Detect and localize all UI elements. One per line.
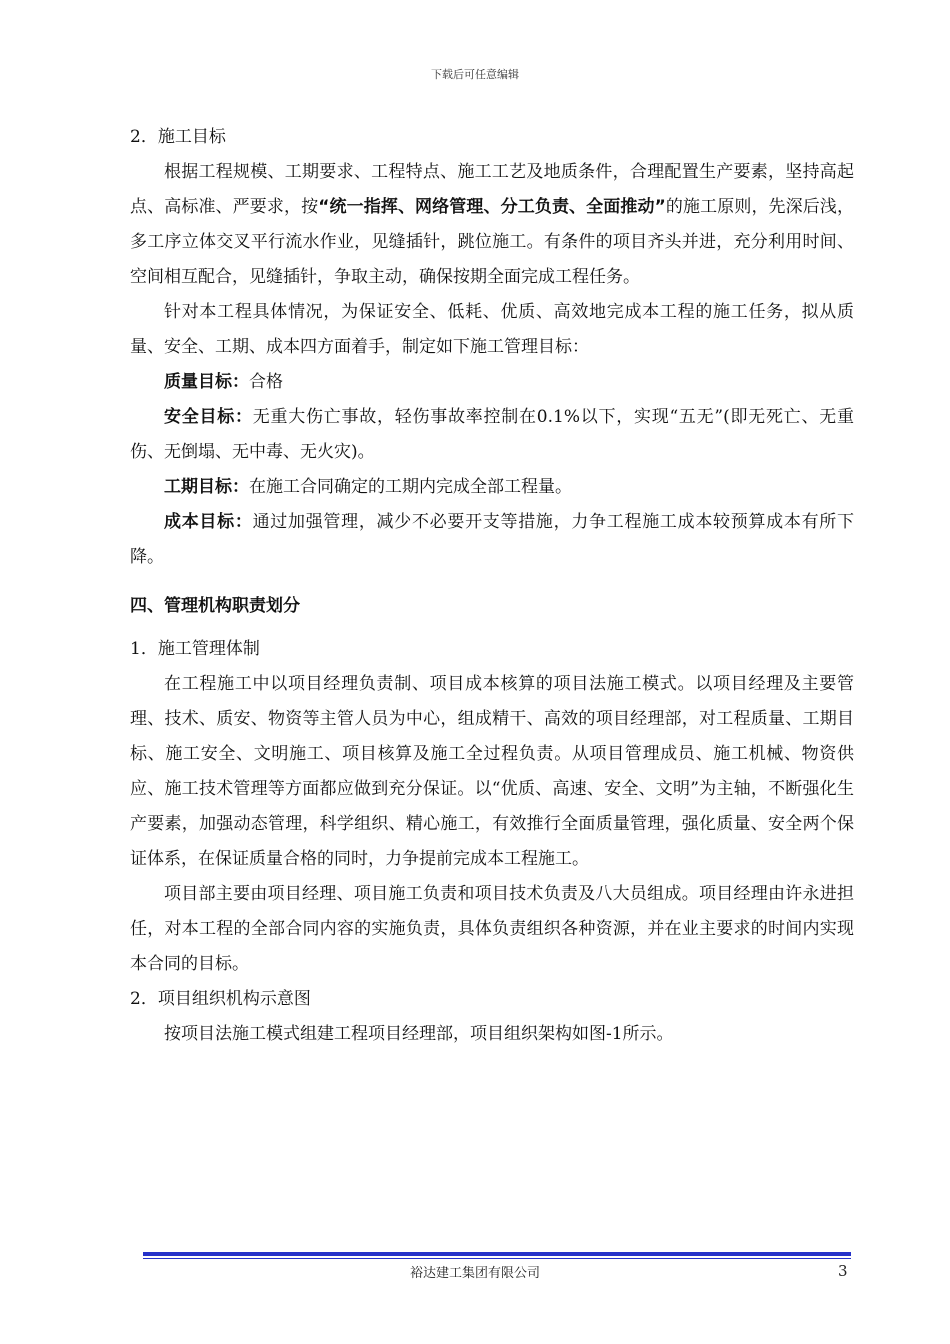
goals-title: 2．施工目标 xyxy=(130,127,226,147)
safety-goal xyxy=(130,400,854,470)
management-paragraph-1: 在工程施工中以项目经理负责制、项目成本核算的项目法施工模式。以项目经理及主要管理、技术、质安、物资等主管人员为中心，组成精干、高效的项目经理部，对工程质量、工期目标、施工安全、文明施工、项目核算及施工全过程负责。从项目管理成员、施工机械、物资供应、施工技术管理等方面都应做到充分保证。以“优质、高速、安全、文明”为主轴，不断强化生产要素，加强动态管理，科学组织、精心施工，有效推行全面质量管理，强化质量、安全两个保证体系，在保证质量合格的同时，力争提前完成本工程施工。 xyxy=(130,674,854,869)
goals-p1-bold: “统一指挥、网络管理、分工负责、全面推动” xyxy=(318,197,666,217)
management-paragraph-3: 按项目法施工模式组建工程项目经理部，项目组织架构如图-1所示。 xyxy=(164,1024,674,1044)
cost-goal-text: 通过加强管理，减少不必要开支等措施，力争工程施工成本较预算成本有所下降。 xyxy=(130,512,855,567)
footer-company: 裕达建工集团有限公司 xyxy=(409,1266,540,1281)
management-paragraph-2: 项目部主要由项目经理、项目施工负责和项目技术负责及八大员组成。项目经理由许永进担任，对本工程的全部合同内容的实施负责，具体负责组织各种资源，并在业主要求的时间内实现本合同的目标。 xyxy=(130,884,854,974)
document-body xyxy=(130,120,854,1052)
schedule-goal-label: 工期目标： xyxy=(164,477,249,497)
safety-goal-text: 无重大伤亡事故，轻伤事故率控制在0.1%以下，实现“五无”(即无死亡、无重伤、无倒塌、无中毒、无火灾)。 xyxy=(130,407,855,462)
quality-goal xyxy=(130,365,854,400)
management-subtitle-1: 1．施工管理体制 xyxy=(130,639,260,659)
management-section-title: 四、管理机构职责划分 xyxy=(130,596,300,616)
safety-goal-label: 安全目标： xyxy=(164,407,253,427)
goals-paragraph-2: 针对本工程具体情况，为保证安全、低耗、优质、高效地完成本工程的施工任务，拟从质量、安全、工期、成本四方面着手，制定如下施工管理目标： xyxy=(130,302,854,357)
quality-goal-text: 合格 xyxy=(249,372,283,392)
goals-paragraph-1 xyxy=(130,155,854,295)
footer-rule-thin xyxy=(143,1258,851,1259)
schedule-goal xyxy=(130,470,854,505)
page-number: 3 xyxy=(838,1262,848,1280)
footer-rule-thick xyxy=(143,1252,851,1256)
goals-p1-before: 根据工程规模、工期要求、工程特点、施工工艺及地质条件，合理配置生产要素，坚持高起点、高标准、严要求，按 xyxy=(130,162,854,217)
quality-goal-label: 质量目标： xyxy=(164,372,249,392)
management-subtitle-2: 2．项目组织机构示意图 xyxy=(130,989,311,1009)
schedule-goal-text: 在施工合同确定的工期内完成全部工程量。 xyxy=(249,477,572,497)
cost-goal-label: 成本目标： xyxy=(164,512,253,532)
header-note: 下载后可任意编辑 xyxy=(431,68,519,81)
cost-goal xyxy=(130,505,854,575)
goals-p1-after: 的施工原则，先深后浅，多工序立体交叉平行流水作业，见缝插针，跳位施工。有条件的项目齐头并进，充分利用时间、空间相互配合，见缝插针，争取主动，确保按期全面完成工程任务。 xyxy=(130,197,854,287)
